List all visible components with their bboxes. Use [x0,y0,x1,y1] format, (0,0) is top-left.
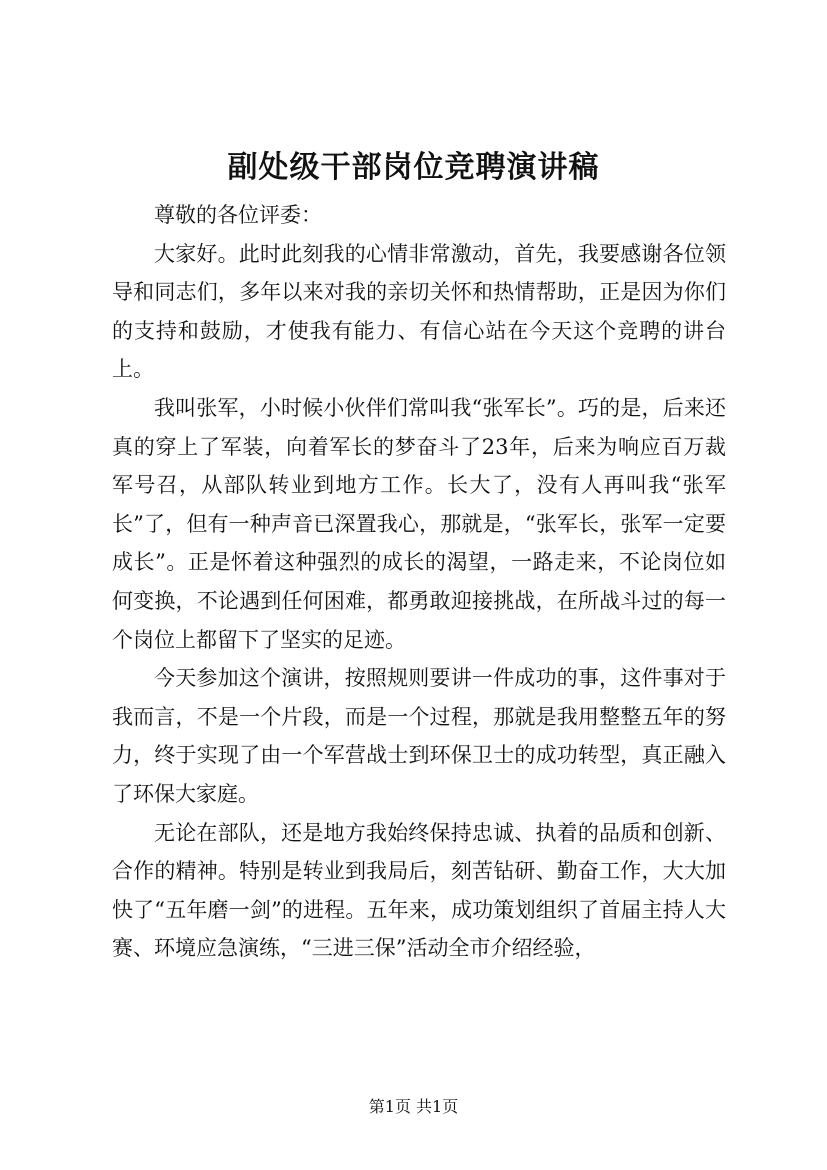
paragraph-4: 无论在部队，还是地方我始终保持忠诚、执着的品质和创新、合作的精神。特别是转业到我局后，刻苦钻研、勤奋工作，大大加快了“五年磨一剑”的进程。五年来，成功策划组织了首届主持人大赛、环境应急演练，“三进三保”活动全市介绍经验， [112,820,726,961]
paragraph-2: 我叫张军，小时候小伙伴们常叫我“张军长”。巧的是，后来还真的穿上了军装，向着军长的梦奋斗了23年，后来为响应百万裁军号召，从部队转业到地方工作。长大了，没有人再叫我“张军长”了，但有一种声音已深置我心，那就是，“张军长，张军一定要成长”。正是怀着这种强烈的成长的渴望，一路走来，不论岗位如何变换，不论遇到任何困难，都勇敢迎接挑战，在所战斗过的每一个岗位上都留下了坚实的足迹。 [112,395,726,652]
page-footer: 第1页 共1页 [368,1097,459,1116]
document-body [112,196,726,968]
paragraph-1: 大家好。此时此刻我的心情非常激动，首先，我要感谢各位领导和同志们，多年以来对我的亲切关怀和热情帮助，正是因为你们的支持和鼓励，才使我有能力、有信心站在今天这个竞聘的讲台上。 [112,241,726,382]
paragraph-3: 今天参加这个演讲，按照规则要讲一件成功的事，这件事对于我而言，不是一个片段，而是一个过程，那就是我用整整五年的努力，终于实现了由一个军营战士到环保卫士的成功转型，真正融入了环保大家庭。 [112,666,726,806]
document-title: 副处级干部岗位竞聘演讲稿 [227,150,600,185]
salutation: 尊敬的各位评委： [154,203,322,227]
